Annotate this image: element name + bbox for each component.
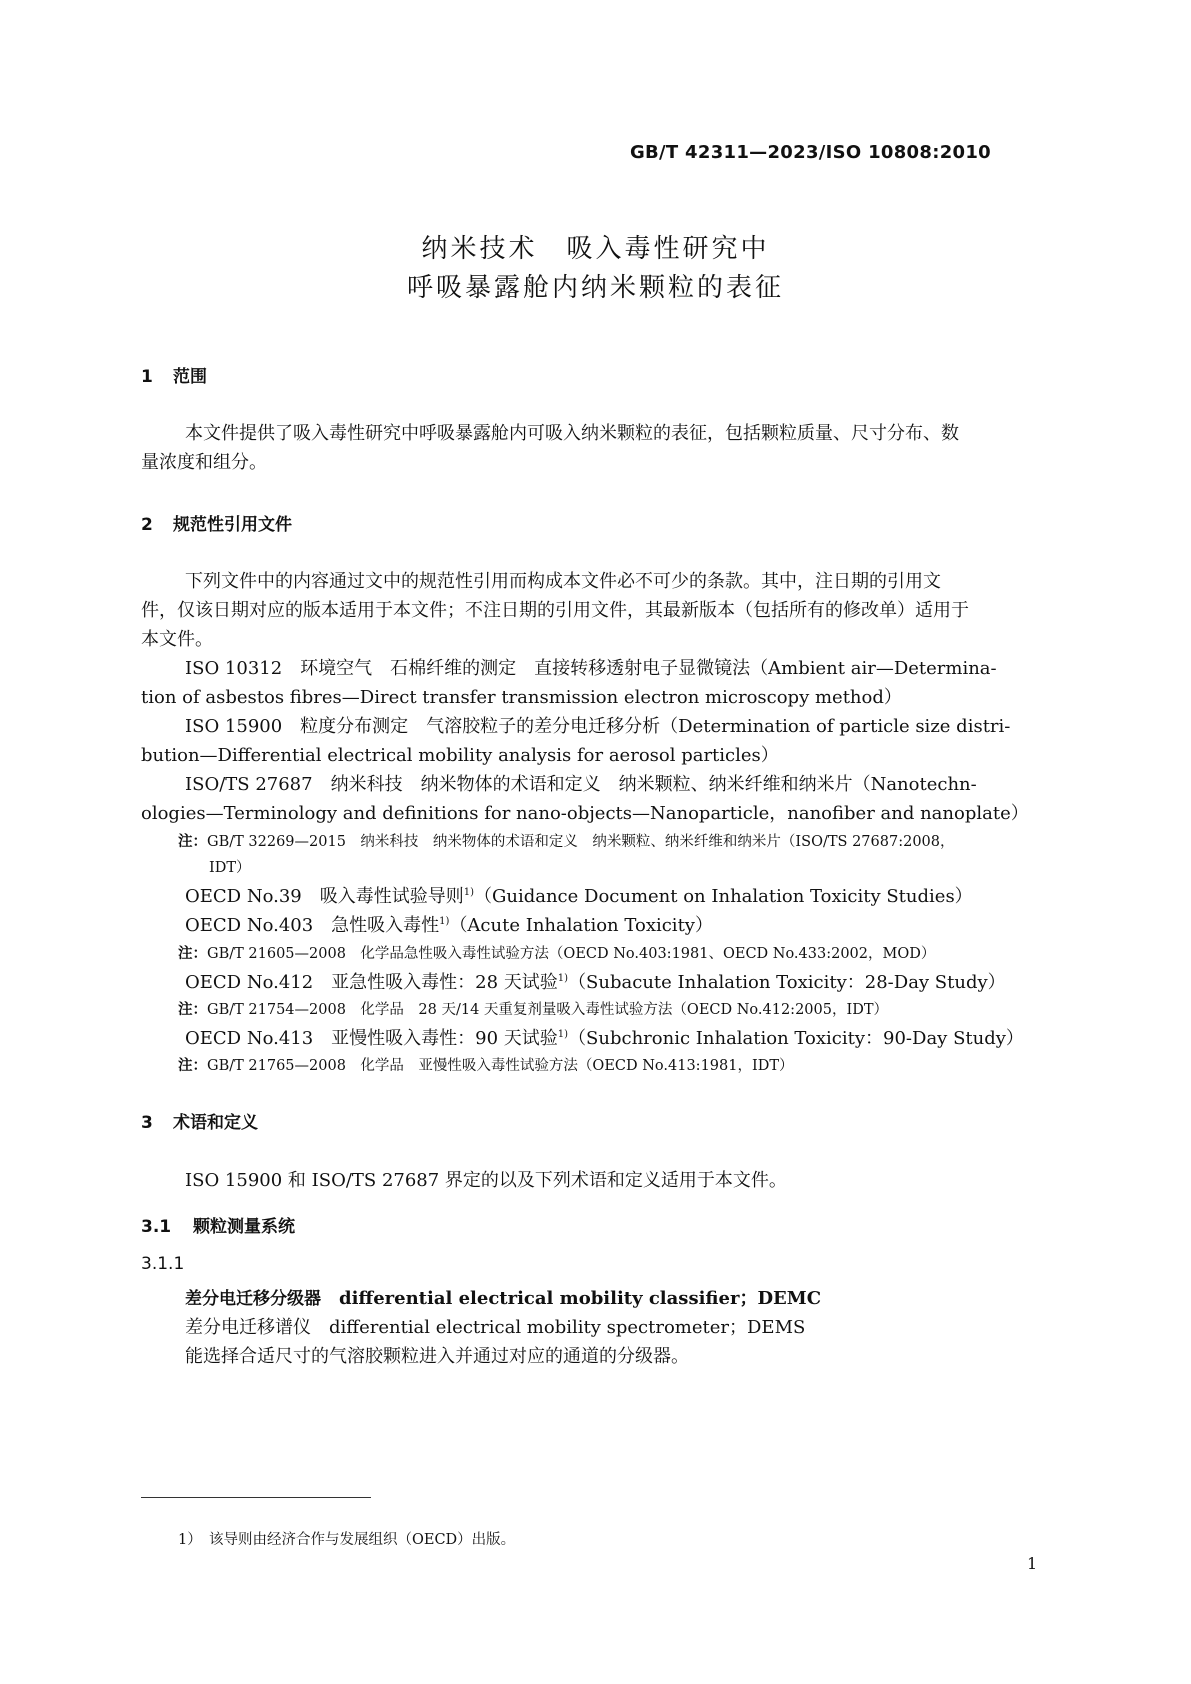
- reference-title-en: （Subchronic Inhalation Toxicity：90-Day Study）: [568, 1028, 1024, 1049]
- normative-intro-line-3: 本文件。: [141, 629, 213, 650]
- reference-oecd-413: [185, 1024, 1024, 1050]
- normative-intro-line-1: 下列文件中的内容通过文中的规范性引用而构成本文件必不可少的条款。其中，注日期的引用文: [185, 571, 941, 592]
- footnote-separator: [141, 1497, 371, 1498]
- reference-text: OECD No.403 急性吸入毒性: [185, 915, 440, 936]
- reference-text: OECD No.413 亚慢性吸入毒性：90 天试验: [185, 1028, 558, 1049]
- normative-intro-line-2: 件，仅该日期对应的版本适用于本文件；不注日期的引用文件，其最新版本（包括所有的修改单）适用于: [141, 600, 969, 621]
- section-3-heading: [141, 1108, 258, 1133]
- note-2: [178, 942, 935, 963]
- document-code: GB/T 42311—2023/ISO 10808:2010: [629, 142, 991, 163]
- section-title: 规范性引用文件: [173, 515, 292, 535]
- note-text: GB/T 32269—2015 纳米科技 纳米物体的术语和定义 纳米颗粒、纳米纤维和纳米片（ISO/TS 27687:2008，: [207, 834, 955, 850]
- note-text: GB/T 21754—2008 化学品 28 天/14 天重复剂量吸入毒性试验方法（OECD No.412:2005，IDT）: [207, 1002, 888, 1018]
- note-text: GB/T 21765—2008 化学品 亚慢性吸入毒性试验方法（OECD No.413:1981，IDT）: [207, 1058, 794, 1074]
- reference-oecd-403: [185, 911, 713, 937]
- section-number: 2: [141, 515, 153, 535]
- term-definition: 能选择合适尺寸的气溶胶颗粒进入并通过对应的通道的分级器。: [185, 1346, 689, 1367]
- note-label: 注：: [178, 834, 207, 850]
- reference-iso-10312-line-1: ISO 10312 环境空气 石棉纤维的测定 直接转移透射电子显微镜法（Ambient air—Determina-: [185, 658, 997, 679]
- footnote-marker: 1): [557, 1029, 569, 1040]
- note-text: GB/T 21605—2008 化学品急性吸入毒性试验方法（OECD No.403:1981、OECD No.433:2002，MOD）: [207, 946, 936, 962]
- footnote-text: 该导则由经济合作与发展组织（OECD）出版。: [208, 1532, 516, 1548]
- term-preferred-en: differential electrical mobility classifier；DEMC: [339, 1288, 822, 1309]
- reference-iso-10312-line-2: tion of asbestos fibres—Direct transfer transmission electron microscopy method）: [141, 687, 902, 708]
- title-line-1: 纳米技术 吸入毒性研究中: [421, 234, 770, 264]
- reference-oecd-412: [185, 968, 1006, 994]
- term-entry-demc: [185, 1284, 821, 1310]
- note-3: [178, 998, 888, 1019]
- footnote: [178, 1528, 515, 1549]
- section-3-1-heading: [141, 1212, 295, 1237]
- note-1-line-1: [178, 830, 955, 851]
- footnote-marker: 1): [557, 973, 569, 984]
- scope-line-1: 本文件提供了吸入毒性研究中呼吸暴露舱内可吸入纳米颗粒的表征，包括颗粒质量、尺寸分布、数: [185, 423, 959, 444]
- section-title: 术语和定义: [173, 1113, 258, 1133]
- reference-text: OECD No.412 亚急性吸入毒性：28 天试验: [185, 972, 558, 993]
- reference-title-en: （Acute Inhalation Toxicity）: [449, 915, 713, 936]
- section-2-heading: [141, 510, 292, 535]
- footnote-marker: 1): [463, 887, 474, 898]
- section-1-heading: [141, 362, 207, 387]
- note-4: [178, 1054, 794, 1075]
- term-admitted-dems: 差分电迁移谱仪 differential electrical mobility spectrometer；DEMS: [185, 1317, 806, 1338]
- footnote-number: 1）: [178, 1532, 195, 1548]
- reference-iso-15900-line-1: ISO 15900 粒度分布测定 气溶胶粒子的差分电迁移分析（Determination of particle size distri-: [185, 716, 1011, 737]
- page-number: 1: [1027, 1554, 1038, 1573]
- section-number: 1: [141, 367, 153, 387]
- reference-title-en: （Subacute Inhalation Toxicity：28-Day Study）: [568, 972, 1006, 993]
- reference-title-en: （Guidance Document on Inhalation Toxicity Studies）: [473, 886, 973, 907]
- scope-line-2: 量浓度和组分。: [141, 452, 267, 473]
- terms-intro: ISO 15900 和 ISO/TS 27687 界定的以及下列术语和定义适用于本文件。: [185, 1170, 787, 1191]
- term-preferred-cn: 差分电迁移分级器: [185, 1289, 321, 1309]
- reference-oecd-39: [185, 882, 973, 908]
- note-1-line-2: IDT）: [209, 860, 251, 876]
- section-number: 3: [141, 1113, 153, 1133]
- reference-iso-ts-27687-line-1: ISO/TS 27687 纳米科技 纳米物体的术语和定义 纳米颗粒、纳米纤维和纳米片（Nanotechn-: [185, 774, 977, 795]
- note-label: 注：: [178, 1002, 207, 1018]
- footnote-marker: 1): [439, 916, 450, 927]
- title-line-2: 呼吸暴露舱内纳米颗粒的表征: [406, 273, 784, 303]
- section-number: 3.1: [141, 1217, 172, 1237]
- reference-iso-ts-27687-line-2: ologies—Terminology and definitions for nano-objects—Nanoparticle，nanofiber and nanoplate）: [141, 803, 1029, 824]
- reference-text: OECD No.39 吸入毒性试验导则: [185, 886, 464, 907]
- section-title: 颗粒测量系统: [193, 1217, 295, 1237]
- section-3-1-1-number: 3.1.1: [141, 1254, 185, 1274]
- section-title: 范围: [173, 367, 207, 387]
- reference-iso-15900-line-2: bution—Differential electrical mobility analysis for aerosol particles）: [141, 745, 779, 766]
- note-label: 注：: [178, 946, 207, 962]
- note-label: 注：: [178, 1058, 207, 1074]
